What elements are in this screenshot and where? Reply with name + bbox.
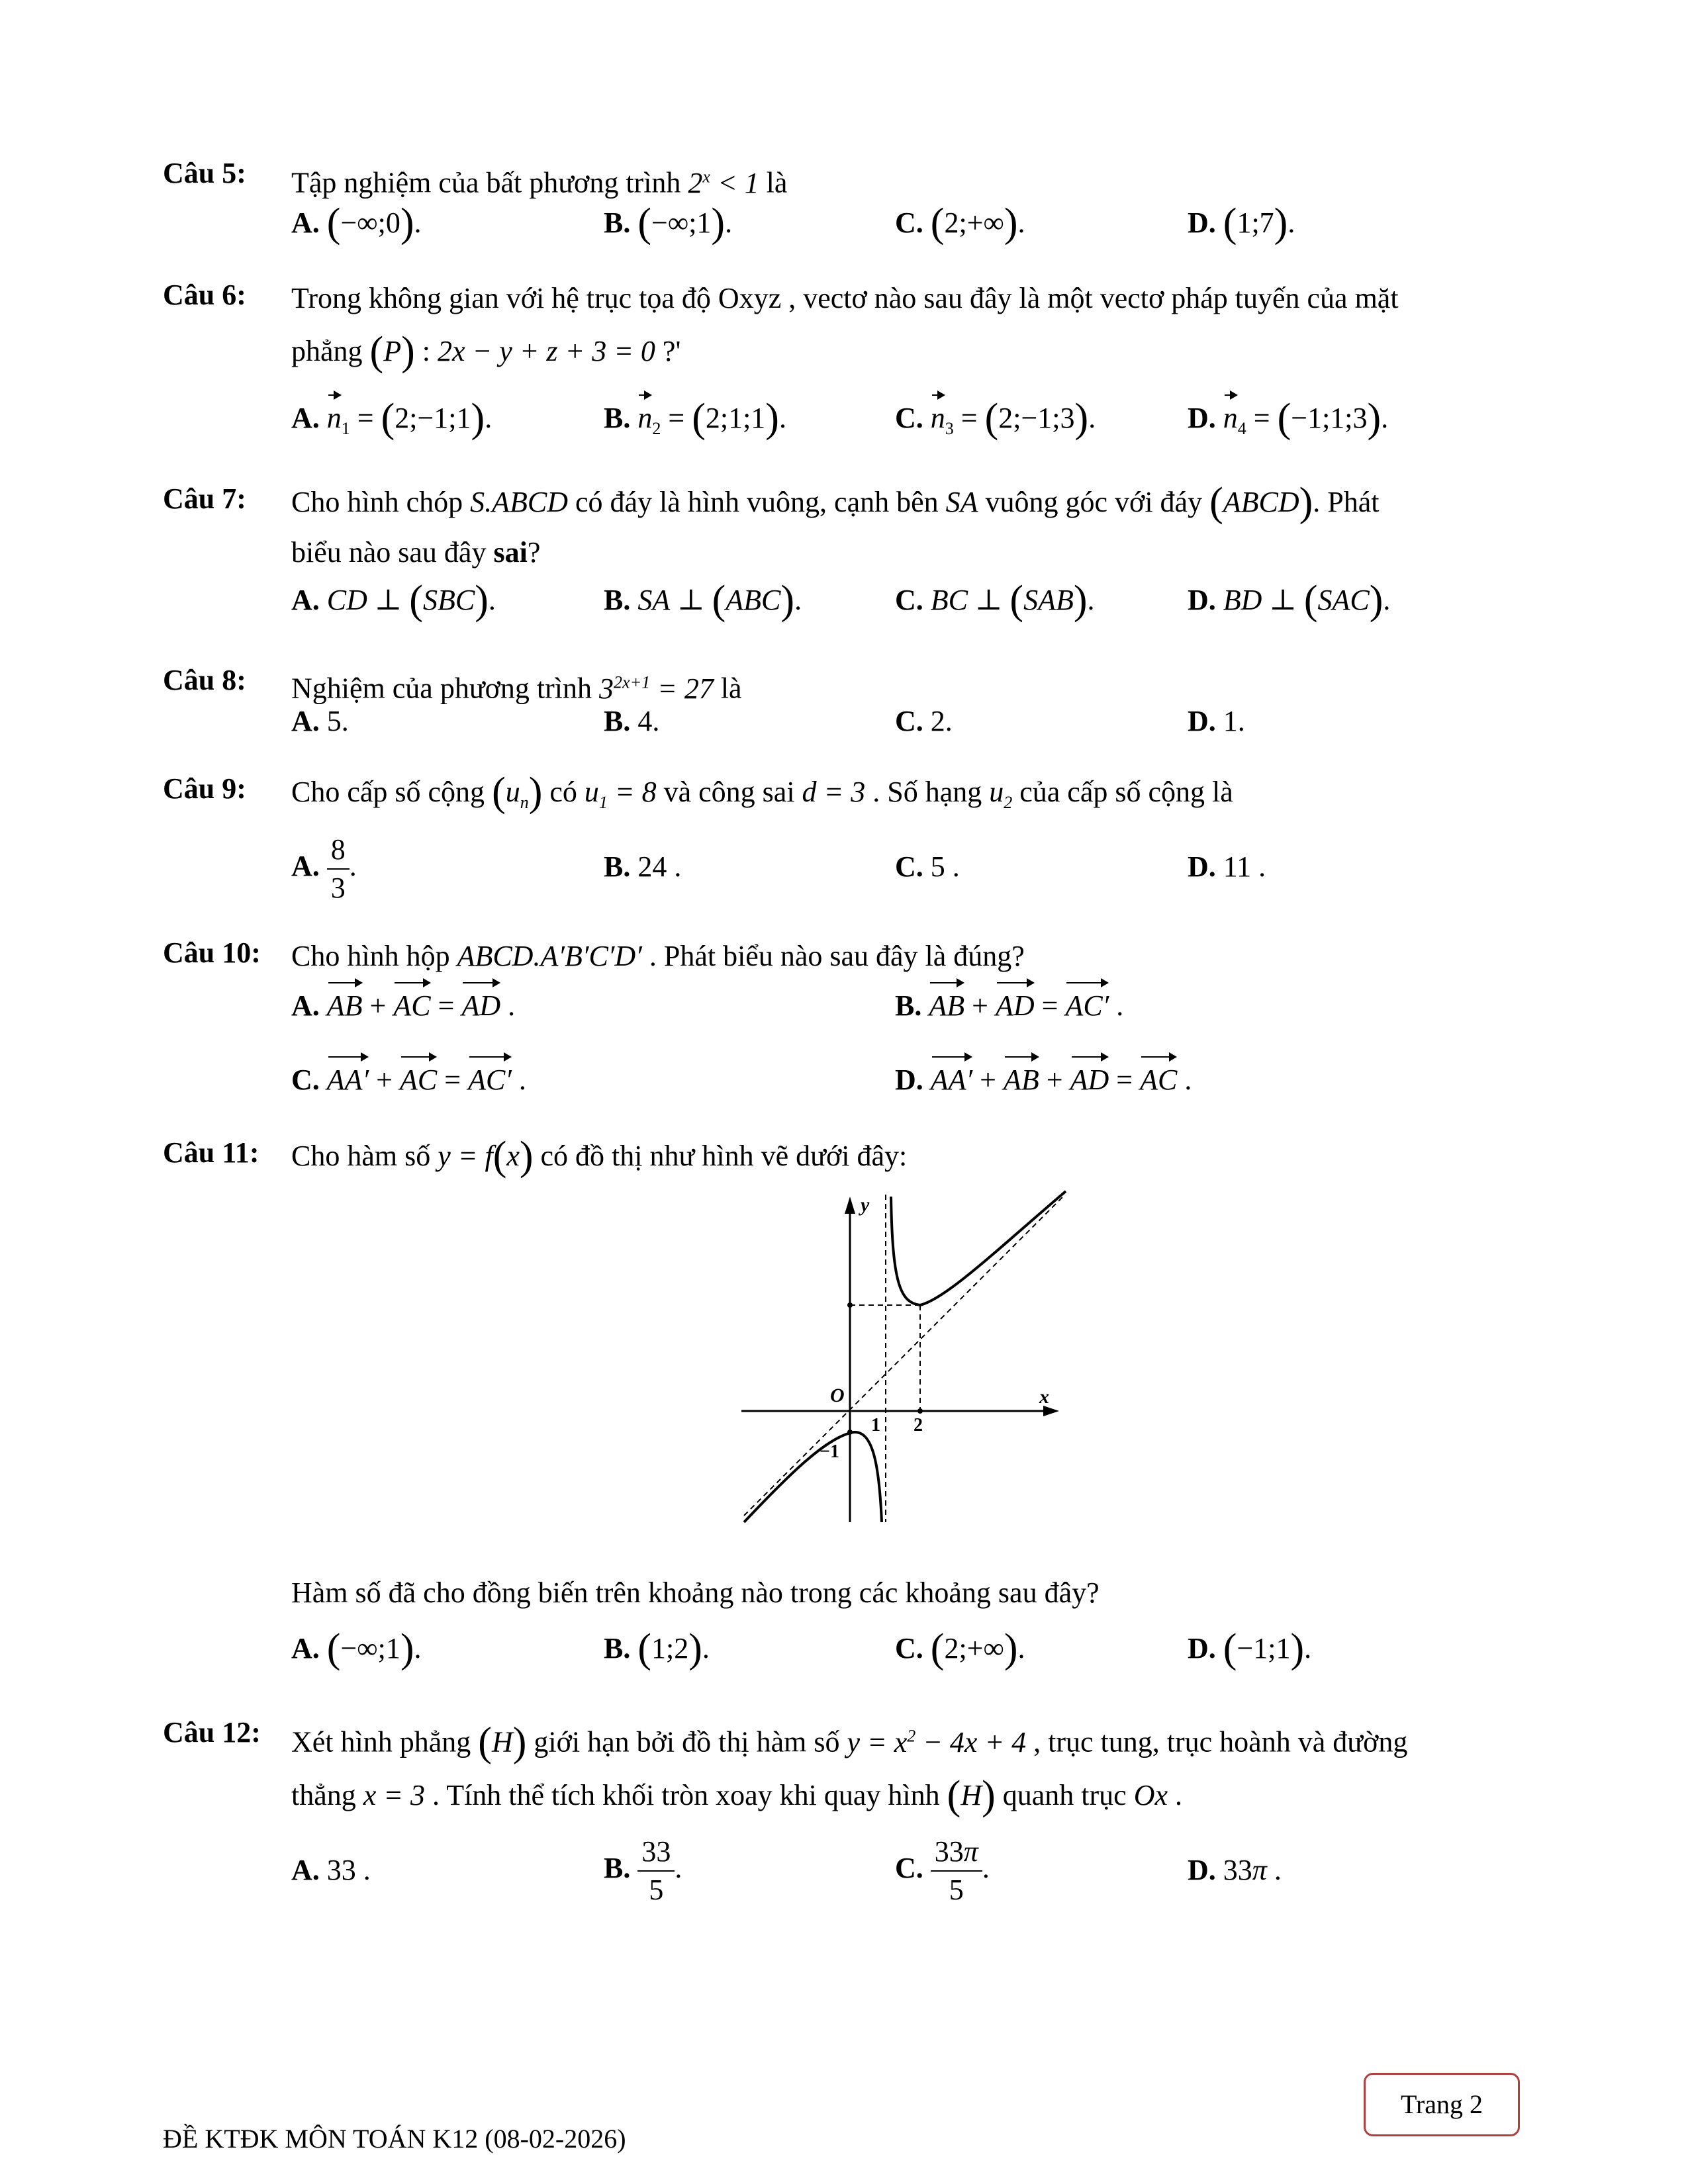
q7-label: Câu 7: bbox=[163, 482, 246, 515]
q6-text-line1: Trong không gian với hệ trục tọa độ Oxyz , vectơ nào sau đây là một vectơ pháp tuyến của mặt bbox=[291, 282, 1399, 314]
q9-text: Cho cấp số cộng $(u_n)$ có $u_1 = 8$ và công sai d = 3 . Số hạng $u_2$ của cấp số cộng là bbox=[291, 770, 1233, 815]
q5-option-a: A. (−∞;0). bbox=[291, 201, 422, 246]
q11-option-a: A. (−∞;1). bbox=[291, 1626, 422, 1671]
q10-label: Câu 10: bbox=[163, 936, 261, 969]
q7-option-b: B. SA ⊥ (ABC). bbox=[604, 578, 802, 623]
q9-option-a: A. $\frac{8}{3}$ . bbox=[291, 831, 357, 907]
q12-text-line1: Xét hình phẳng (H) giới hạn bởi đồ thị hàm số $y = x^2 - 4x + 4$ , trục tung, trục hoành và đường bbox=[291, 1719, 1408, 1765]
graph-y-label: y bbox=[861, 1194, 870, 1216]
q7-option-d: D. BD ⊥ (SAC). bbox=[1188, 578, 1391, 623]
graph-tick-2: 2 bbox=[914, 1415, 923, 1435]
q8-label: Câu 8: bbox=[163, 664, 246, 696]
q11-option-d: D. (−1;1). bbox=[1188, 1626, 1312, 1671]
q6-text-line2: phẳng (P) : 2x − y + z + 3 = 0 ?' bbox=[291, 329, 681, 374]
q6-option-c: C. $n_3$ = (2;−1;3). bbox=[895, 389, 1096, 442]
q11-question: Hàm số đã cho đồng biến trên khoảng nào trong các khoảng sau đây? bbox=[291, 1576, 1100, 1609]
q10-option-a: A. AB + AC = AD . bbox=[291, 977, 515, 1023]
q12-option-a: A. 33 . bbox=[291, 1854, 371, 1886]
q5-option-d: D. (1;7). bbox=[1188, 201, 1295, 246]
q12-text-line2: thẳng x = 3 . Tính thể tích khối tròn xoay khi quay hình (H) quanh trục Ox . bbox=[291, 1773, 1182, 1818]
graph-tick-1: 1 bbox=[871, 1415, 880, 1435]
q12-option-d: D. 33π . bbox=[1188, 1854, 1282, 1886]
q12-option-b: B. $\frac{33}{5}$ . bbox=[604, 1833, 682, 1909]
q7-option-c: C. BC ⊥ (SAB). bbox=[895, 578, 1095, 623]
q7-text-line1: Cho hình chóp S.ABCD có đáy là hình vuông, cạnh bên SA vuông góc với đáy (ABCD). Phát bbox=[291, 480, 1380, 525]
q8-option-b: B. 4. bbox=[604, 705, 660, 737]
q9-option-c: C. 5 . bbox=[895, 850, 960, 883]
q6-option-b: B. $n_2$ = (2;1;1). bbox=[604, 389, 786, 442]
q7-text-line2: biểu nào sau đây sai? bbox=[291, 536, 541, 569]
q8-option-d: D. 1. bbox=[1188, 705, 1245, 737]
page-number-box: Trang 2 bbox=[1364, 2073, 1520, 2136]
q6-label: Câu 6: bbox=[163, 279, 246, 311]
q11-label: Câu 11: bbox=[163, 1136, 259, 1169]
graph-tick-neg1: −1 bbox=[820, 1441, 839, 1462]
q9-label: Câu 9: bbox=[163, 772, 246, 805]
q11-text: Cho hàm số y = f(x) có đồ thị như hình vẽ dưới đây: bbox=[291, 1134, 908, 1179]
exam-footer: ĐỀ KTĐK MÔN TOÁN K12 (08-02-2026) bbox=[163, 2124, 626, 2154]
q10-option-c: C. AA′ + AC = AC′ . bbox=[291, 1051, 526, 1097]
q5-label: Câu 5: bbox=[163, 157, 246, 189]
q10-option-b: B. AB + AD = AC′ . bbox=[895, 977, 1123, 1023]
q9-option-d: D. 11 . bbox=[1188, 850, 1266, 883]
q9-option-b: B. 24 . bbox=[604, 850, 682, 883]
q10-option-d: D. AA′ + AB + AD = AC . bbox=[895, 1051, 1192, 1097]
graph-x-label: x bbox=[1039, 1386, 1049, 1408]
q6-option-a: A. $n_1$ = (2;−1;1). bbox=[291, 389, 492, 442]
q12-option-c: C. $\frac{33\pi}{5}$ . bbox=[895, 1833, 990, 1909]
q5-option-c: C. (2;+∞). bbox=[895, 201, 1025, 246]
q8-text: Nghiệm của phương trình $3^{2x+1} = 27$ là bbox=[291, 672, 742, 705]
q5-option-b: B. (−∞;1). bbox=[604, 201, 733, 246]
q12-label: Câu 12: bbox=[163, 1716, 261, 1749]
q8-option-a: A. 5. bbox=[291, 705, 349, 737]
q10-text: Cho hình hộp ABCD.A′B′C′D′ . Phát biểu nào sau đây là đúng? bbox=[291, 940, 1025, 972]
q5-text: Tập nghiệm của bất phương trình $2^x < 1$ là bbox=[291, 166, 788, 199]
q11-option-c: C. (2;+∞). bbox=[895, 1626, 1025, 1671]
q6-option-d: D. $n_4$ = (−1;1;3). bbox=[1188, 389, 1388, 442]
function-graph bbox=[735, 1185, 1079, 1529]
q7-option-a: A. CD ⊥ (SBC). bbox=[291, 578, 496, 623]
q8-option-c: C. 2. bbox=[895, 705, 953, 737]
q11-option-b: B. (1;2). bbox=[604, 1626, 710, 1671]
graph-origin-label: O bbox=[830, 1385, 845, 1406]
